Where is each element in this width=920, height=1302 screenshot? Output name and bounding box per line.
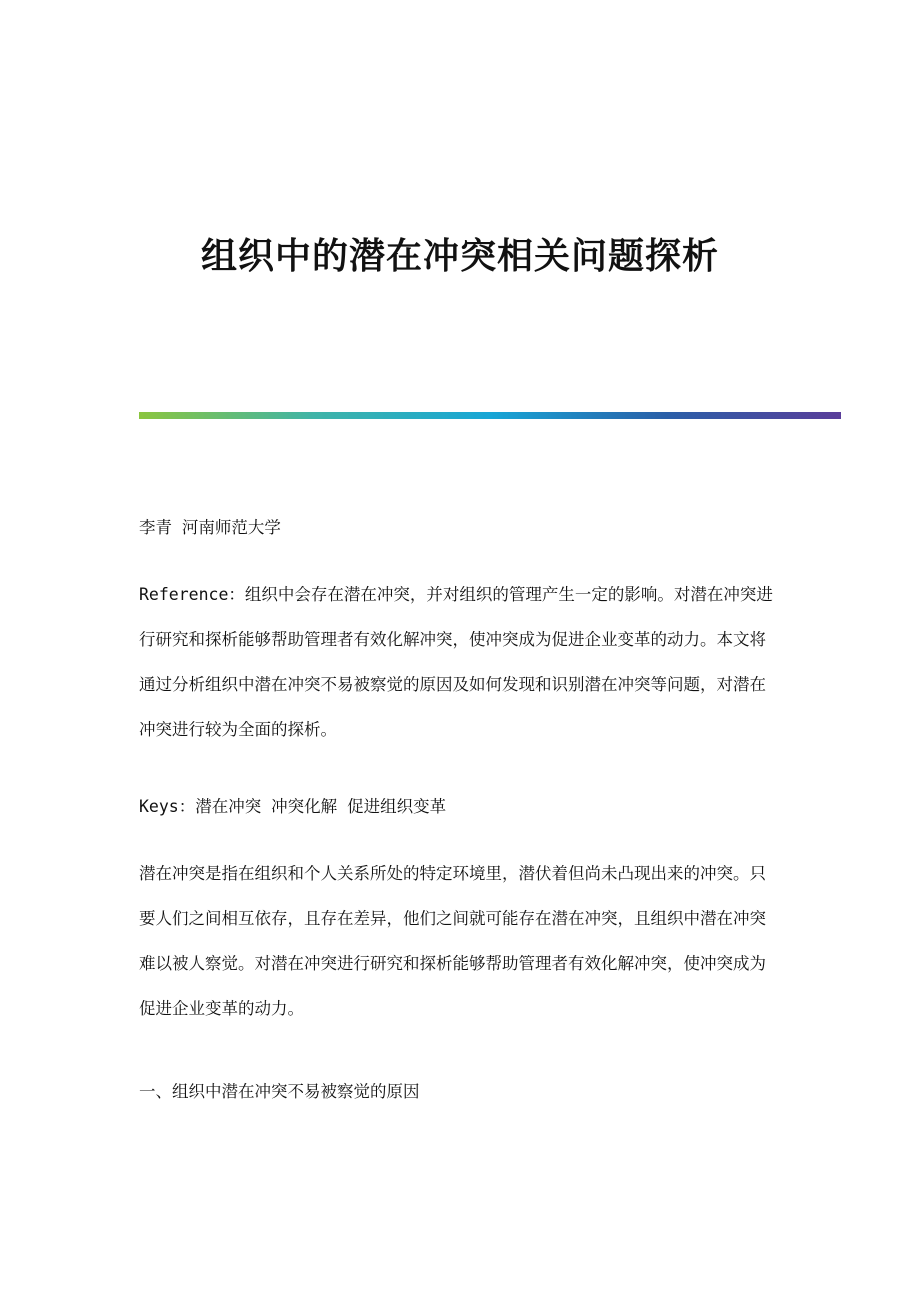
- document-title: 组织中的潜在冲突相关问题探析: [200, 236, 719, 277]
- section-heading-1: 一、组织中潜在冲突不易被察觉的原因: [139, 1082, 420, 1101]
- abstract: [139, 572, 779, 752]
- author-line: 李青 河南师范大学: [139, 518, 281, 537]
- keywords: [139, 784, 779, 829]
- title-divider-rule: [139, 412, 841, 419]
- keys-label: Keys：: [139, 797, 196, 816]
- abstract-text: 组织中会存在潜在冲突，并对组织的管理产生一定的影响。对潜在冲突进行研究和探析能够帮助管理者有效化解冲突，使冲突成为促进企业变革的动力。本文将通过分析组织中潜在冲突不易被察觉的原因及如何发现和识别潜在冲突等问题，对潜在冲突进行较为全面的探析。: [139, 585, 773, 739]
- keys-text: 潜在冲突 冲突化解 促进组织变革: [195, 797, 447, 816]
- body-paragraph-1: 潜在冲突是指在组织和个人关系所处的特定环境里，潜伏着但尚未凸现出来的冲突。只要人们之间相互依存，且存在差异，他们之间就可能存在潜在冲突，且组织中潜在冲突难以被人察觉。对潜在冲突进行研究和探析能够帮助管理者有效化解冲突，使冲突成为促进企业变革的动力。: [139, 864, 766, 1018]
- abstract-label: Reference：: [139, 585, 245, 604]
